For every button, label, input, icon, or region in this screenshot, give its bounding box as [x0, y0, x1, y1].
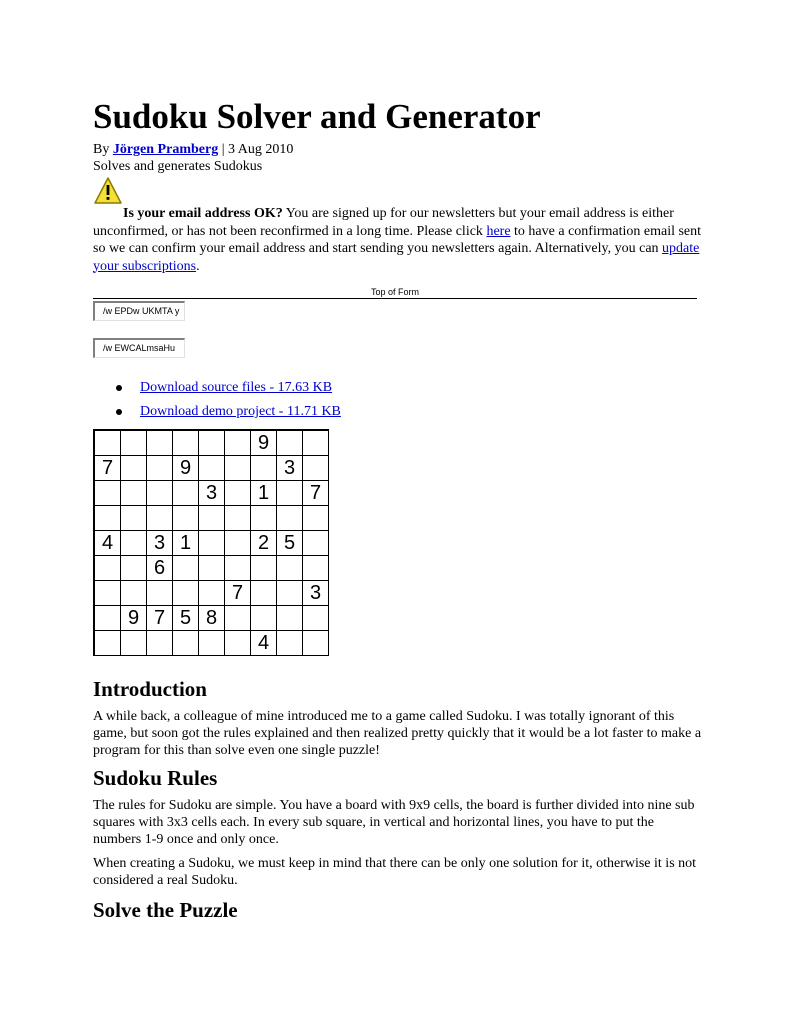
viewstate-field[interactable]: /w EPDw UKMTA y: [93, 301, 185, 321]
sudoku-cell: 9: [173, 456, 199, 481]
sudoku-cell: [173, 506, 199, 531]
notice-text-1: You are signed up for our newsletters but your email address is either unconfirmed, or has not been reconfirmed in a long time. Please click: [93, 206, 674, 239]
sudoku-cell: [303, 531, 329, 556]
list-item: [100, 376, 341, 400]
sudoku-cell: [121, 481, 147, 506]
sudoku-cell: [94, 556, 121, 581]
rules-heading: Sudoku Rules: [93, 766, 218, 790]
sudoku-cell: [173, 430, 199, 456]
sudoku-cell: [199, 631, 225, 656]
notice-text-3: .: [196, 258, 200, 274]
download-list: [100, 376, 341, 424]
sudoku-row: [94, 481, 329, 506]
sudoku-cell: [199, 531, 225, 556]
sudoku-cell: 4: [251, 631, 277, 656]
top-of-form-label: Top of Form: [370, 287, 419, 297]
sudoku-row: [94, 531, 329, 556]
sudoku-cell: [121, 430, 147, 456]
download-demo-link[interactable]: Download demo project - 11.71 KB: [140, 404, 341, 419]
sudoku-cell: 7: [94, 456, 121, 481]
sudoku-cell: [303, 631, 329, 656]
notice-lead: Is your email address OK?: [123, 206, 283, 221]
rules-text: The rules for Sudoku are simple. You have a board with 9x9 cells, the board is further divided into nine sub squares with 3x3 cells each. In every sub square, in vertical and horizontal lines, you have to put the numbers 1-9 once and only once.: [93, 798, 695, 847]
sudoku-cell: [277, 430, 303, 456]
uniqueness-text: When creating a Sudoku, we must keep in mind that there can be only one solution for it, otherwise it is not considered a real Sudoku.: [93, 856, 697, 888]
sudoku-cell: 9: [251, 430, 277, 456]
introduction-heading: Introduction: [93, 677, 207, 701]
sudoku-cell: [251, 456, 277, 481]
sudoku-cell: [277, 581, 303, 606]
sudoku-cell: [147, 430, 173, 456]
byline: [93, 141, 293, 158]
sudoku-cell: [251, 556, 277, 581]
sudoku-cell: [251, 581, 277, 606]
sudoku-cell: 4: [94, 531, 121, 556]
sudoku-cell: 3: [303, 581, 329, 606]
sudoku-cell: [121, 581, 147, 606]
sudoku-cell: [225, 631, 251, 656]
sudoku-row: [94, 606, 329, 631]
sudoku-cell: [199, 430, 225, 456]
download-source-link[interactable]: Download source files - 17.63 KB: [140, 380, 333, 395]
list-item: [100, 400, 341, 424]
sudoku-cell: [173, 481, 199, 506]
notice-text-2: to have a confirmation email sent so we can confirm your email address and start sending you newsletters again. Alternatively, you can: [93, 223, 702, 256]
sudoku-row: [94, 581, 329, 606]
sudoku-cell: [199, 506, 225, 531]
sudoku-row: [94, 631, 329, 656]
sudoku-grid: [93, 429, 329, 656]
sudoku-cell: 7: [147, 606, 173, 631]
sudoku-cell: [121, 631, 147, 656]
bullet-icon: [116, 409, 122, 415]
eventvalidation-field[interactable]: /w EWCALmsaHu: [93, 338, 185, 358]
sudoku-cell: [303, 430, 329, 456]
sudoku-cell: [94, 631, 121, 656]
sudoku-cell: [277, 556, 303, 581]
sudoku-row: [94, 556, 329, 581]
sudoku-cell: [199, 556, 225, 581]
sudoku-cell: 3: [199, 481, 225, 506]
sudoku-cell: [303, 506, 329, 531]
sudoku-cell: [225, 531, 251, 556]
sudoku-cell: [277, 631, 303, 656]
email-notice: [93, 205, 705, 275]
sudoku-cell: [225, 456, 251, 481]
bullet-icon: [116, 385, 122, 391]
sudoku-row: [94, 456, 329, 481]
sudoku-cell: [147, 456, 173, 481]
introduction-text: A while back, a colleague of mine introduced me to a game called Sudoku. I was totally ignorant of this game, but soon got the rules explained and then realized pretty quickly that it would be a lot faster to make a program for this than solve even one single puzzle!: [93, 709, 702, 758]
sudoku-cell: 2: [251, 531, 277, 556]
sudoku-cell: [303, 556, 329, 581]
warning-icon: [93, 176, 123, 206]
form-divider: [93, 298, 697, 299]
sudoku-cell: [121, 556, 147, 581]
sudoku-cell: [199, 581, 225, 606]
sudoku-cell: [147, 481, 173, 506]
sudoku-row: [94, 430, 329, 456]
author-link[interactable]: Jörgen Pramberg: [112, 142, 219, 157]
sudoku-cell: 1: [251, 481, 277, 506]
sudoku-cell: 3: [147, 531, 173, 556]
sudoku-cell: 5: [277, 531, 303, 556]
sudoku-cell: [121, 456, 147, 481]
sudoku-cell: [94, 506, 121, 531]
sudoku-cell: [225, 481, 251, 506]
article-subtitle: Solves and generates Sudokus: [93, 159, 263, 174]
sudoku-cell: [94, 581, 121, 606]
sudoku-cell: [173, 631, 199, 656]
sudoku-cell: 5: [173, 606, 199, 631]
sudoku-cell: [277, 506, 303, 531]
sudoku-cell: [303, 456, 329, 481]
sudoku-cell: [94, 606, 121, 631]
sudoku-cell: 7: [303, 481, 329, 506]
sudoku-cell: [225, 506, 251, 531]
sudoku-cell: [94, 481, 121, 506]
sudoku-cell: 7: [225, 581, 251, 606]
sudoku-cell: [277, 481, 303, 506]
sudoku-cell: [277, 606, 303, 631]
page-title: Sudoku Solver and Generator: [93, 97, 541, 136]
sudoku-cell: [121, 531, 147, 556]
sudoku-cell: [147, 581, 173, 606]
sudoku-cell: [225, 430, 251, 456]
sudoku-cell: [94, 430, 121, 456]
sudoku-cell: [251, 606, 277, 631]
sudoku-cell: [173, 556, 199, 581]
solve-heading: Solve the Puzzle: [93, 898, 238, 922]
sudoku-cell: 1: [173, 531, 199, 556]
sudoku-cell: [199, 456, 225, 481]
update-subscriptions-link[interactable]: update your subscriptions: [93, 241, 700, 274]
sudoku-cell: 9: [121, 606, 147, 631]
sudoku-cell: [225, 556, 251, 581]
byline-prefix: By: [93, 142, 110, 157]
sudoku-cell: 3: [277, 456, 303, 481]
here-link[interactable]: here: [486, 223, 511, 239]
sudoku-cell: 8: [199, 606, 225, 631]
article-date: | 3 Aug 2010: [218, 142, 294, 157]
sudoku-row: [94, 506, 329, 531]
sudoku-cell: [225, 606, 251, 631]
sudoku-cell: [121, 506, 147, 531]
sudoku-cell: [173, 581, 199, 606]
sudoku-cell: 6: [147, 556, 173, 581]
sudoku-cell: [147, 506, 173, 531]
sudoku-cell: [251, 506, 277, 531]
sudoku-cell: [303, 606, 329, 631]
sudoku-cell: [147, 631, 173, 656]
